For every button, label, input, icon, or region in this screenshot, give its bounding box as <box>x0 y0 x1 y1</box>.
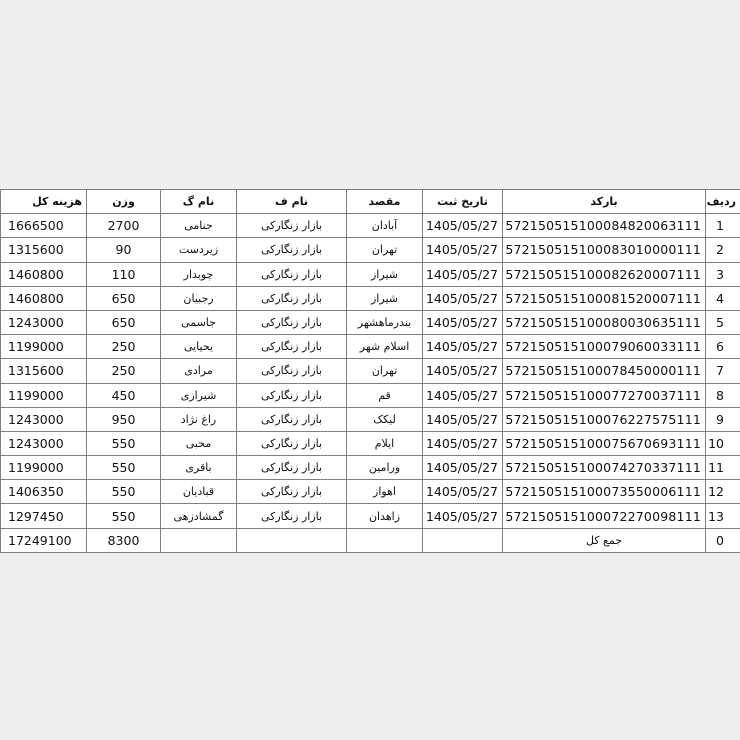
cell-weight: 110 <box>87 262 161 286</box>
header-receiver: نام گ <box>161 190 237 214</box>
header-reg-date: تاریخ ثبت <box>423 190 503 214</box>
header-row <box>1 190 740 214</box>
cell-radif: 13 <box>706 504 740 528</box>
cell-receiver: جنامی <box>161 214 237 238</box>
cell-weight: 550 <box>87 431 161 455</box>
cell-receiver: چوبدار <box>161 262 237 286</box>
total-weight: 8300 <box>87 528 161 552</box>
cell-destination: بندرماهشهر <box>347 310 423 334</box>
cell-sender: بازار زنگارکی <box>237 310 347 334</box>
cell-weight: 650 <box>87 286 161 310</box>
cell-barcode: 572150515100076227575111 <box>503 407 706 431</box>
cell-reg-date: 1405/05/27 <box>423 238 503 262</box>
cell-destination: شیراز <box>347 262 423 286</box>
cell-reg-date: 1405/05/27 <box>423 335 503 359</box>
header-barcode: بارکد <box>503 190 706 214</box>
cell-reg-date: 1405/05/27 <box>423 383 503 407</box>
cell-destination: قم <box>347 383 423 407</box>
cell-barcode: 572150515100077270037111 <box>503 383 706 407</box>
total-radif: 0 <box>706 528 740 552</box>
cell-sender: بازار زنگارکی <box>237 335 347 359</box>
total-label: جمع کل <box>503 528 706 552</box>
cell-radif: 9 <box>706 407 740 431</box>
empty-cell <box>161 528 237 552</box>
cell-destination: اهواز <box>347 480 423 504</box>
cell-sender: بازار زنگارکی <box>237 359 347 383</box>
cell-sender: بازار زنگارکی <box>237 214 347 238</box>
cell-barcode: 572150515100083010000111 <box>503 238 706 262</box>
table-row <box>1 286 740 310</box>
cell-reg-date: 1405/05/27 <box>423 504 503 528</box>
cell-weight: 250 <box>87 335 161 359</box>
cell-total-cost: 1460800 <box>1 286 87 310</box>
cell-sender: بازار زنگارکی <box>237 480 347 504</box>
table-row <box>1 504 740 528</box>
header-destination: مقصد <box>347 190 423 214</box>
cell-weight: 2700 <box>87 214 161 238</box>
cell-total-cost: 1199000 <box>1 383 87 407</box>
cell-weight: 90 <box>87 238 161 262</box>
table-row <box>1 238 740 262</box>
cell-radif: 5 <box>706 310 740 334</box>
cell-reg-date: 1405/05/27 <box>423 431 503 455</box>
cell-receiver: جاسمی <box>161 310 237 334</box>
header-total-cost: هزینه کل <box>1 190 87 214</box>
cell-total-cost: 1199000 <box>1 335 87 359</box>
cell-receiver: گمشادزهی <box>161 504 237 528</box>
table-row <box>1 456 740 480</box>
cell-radif: 4 <box>706 286 740 310</box>
cell-destination: آبادان <box>347 214 423 238</box>
cell-radif: 1 <box>706 214 740 238</box>
table-row <box>1 214 740 238</box>
total-row <box>1 528 740 552</box>
cell-total-cost: 1297450 <box>1 504 87 528</box>
cell-barcode: 572150515100073550006111 <box>503 480 706 504</box>
cell-sender: بازار زنگارکی <box>237 431 347 455</box>
header-radif: ردیف <box>706 190 740 214</box>
cell-radif: 6 <box>706 335 740 359</box>
cell-reg-date: 1405/05/27 <box>423 480 503 504</box>
cell-sender: بازار زنگارکی <box>237 504 347 528</box>
cell-radif: 8 <box>706 383 740 407</box>
cell-receiver: یحیایی <box>161 335 237 359</box>
cell-reg-date: 1405/05/27 <box>423 286 503 310</box>
cell-destination: ورامین <box>347 456 423 480</box>
cell-receiver: راغ نژاد <box>161 407 237 431</box>
cell-receiver: رجبیان <box>161 286 237 310</box>
table-row <box>1 262 740 286</box>
cell-weight: 450 <box>87 383 161 407</box>
table-row <box>1 480 740 504</box>
cell-destination: ایلام <box>347 431 423 455</box>
cell-barcode: 572150515100072270098111 <box>503 504 706 528</box>
cell-reg-date: 1405/05/27 <box>423 407 503 431</box>
cell-radif: 12 <box>706 480 740 504</box>
shipments-table <box>0 189 740 553</box>
cell-receiver: قبادیان <box>161 480 237 504</box>
cell-sender: بازار زنگارکی <box>237 383 347 407</box>
cell-total-cost: 1199000 <box>1 456 87 480</box>
table-row <box>1 431 740 455</box>
cell-radif: 3 <box>706 262 740 286</box>
cell-weight: 550 <box>87 504 161 528</box>
table-row <box>1 335 740 359</box>
cell-sender: بازار زنگارکی <box>237 238 347 262</box>
cell-receiver: باقری <box>161 456 237 480</box>
cell-total-cost: 1243000 <box>1 431 87 455</box>
cell-barcode: 572150515100078450000111 <box>503 359 706 383</box>
cell-radif: 2 <box>706 238 740 262</box>
empty-cell <box>423 528 503 552</box>
cell-destination: تهران <box>347 238 423 262</box>
cell-total-cost: 1666500 <box>1 214 87 238</box>
cell-total-cost: 1315600 <box>1 359 87 383</box>
cell-destination: زاهدان <box>347 504 423 528</box>
cell-total-cost: 1315600 <box>1 238 87 262</box>
cell-total-cost: 1243000 <box>1 407 87 431</box>
cell-reg-date: 1405/05/27 <box>423 456 503 480</box>
table-row <box>1 383 740 407</box>
cell-receiver: محبی <box>161 431 237 455</box>
cell-destination: لیکک <box>347 407 423 431</box>
cell-receiver: مرادی <box>161 359 237 383</box>
cell-radif: 7 <box>706 359 740 383</box>
table-row <box>1 310 740 334</box>
total-cost: 17249100 <box>1 528 87 552</box>
cell-weight: 550 <box>87 480 161 504</box>
cell-receiver: زیردست <box>161 238 237 262</box>
table-row <box>1 407 740 431</box>
cell-reg-date: 1405/05/27 <box>423 262 503 286</box>
cell-radif: 11 <box>706 456 740 480</box>
cell-barcode: 572150515100075670693111 <box>503 431 706 455</box>
cell-reg-date: 1405/05/27 <box>423 359 503 383</box>
cell-weight: 250 <box>87 359 161 383</box>
cell-total-cost: 1406350 <box>1 480 87 504</box>
cell-destination: شیراز <box>347 286 423 310</box>
cell-sender: بازار زنگارکی <box>237 262 347 286</box>
cell-sender: بازار زنگارکی <box>237 407 347 431</box>
cell-reg-date: 1405/05/27 <box>423 310 503 334</box>
cell-weight: 950 <box>87 407 161 431</box>
cell-barcode: 572150515100080030635111 <box>503 310 706 334</box>
cell-barcode: 572150515100084820063111 <box>503 214 706 238</box>
cell-destination: تهران <box>347 359 423 383</box>
cell-weight: 650 <box>87 310 161 334</box>
cell-barcode: 572150515100081520007111 <box>503 286 706 310</box>
empty-cell <box>347 528 423 552</box>
cell-weight: 550 <box>87 456 161 480</box>
table-row <box>1 359 740 383</box>
cell-radif: 10 <box>706 431 740 455</box>
cell-sender: بازار زنگارکی <box>237 286 347 310</box>
cell-reg-date: 1405/05/27 <box>423 214 503 238</box>
cell-barcode: 572150515100074270337111 <box>503 456 706 480</box>
cell-destination: اسلام شهر <box>347 335 423 359</box>
header-weight: وزن <box>87 190 161 214</box>
cell-sender: بازار زنگارکی <box>237 456 347 480</box>
cell-total-cost: 1460800 <box>1 262 87 286</box>
cell-receiver: شیرازی <box>161 383 237 407</box>
empty-cell <box>237 528 347 552</box>
cell-barcode: 572150515100079060033111 <box>503 335 706 359</box>
header-sender: نام ف <box>237 190 347 214</box>
cell-barcode: 572150515100082620007111 <box>503 262 706 286</box>
cell-total-cost: 1243000 <box>1 310 87 334</box>
